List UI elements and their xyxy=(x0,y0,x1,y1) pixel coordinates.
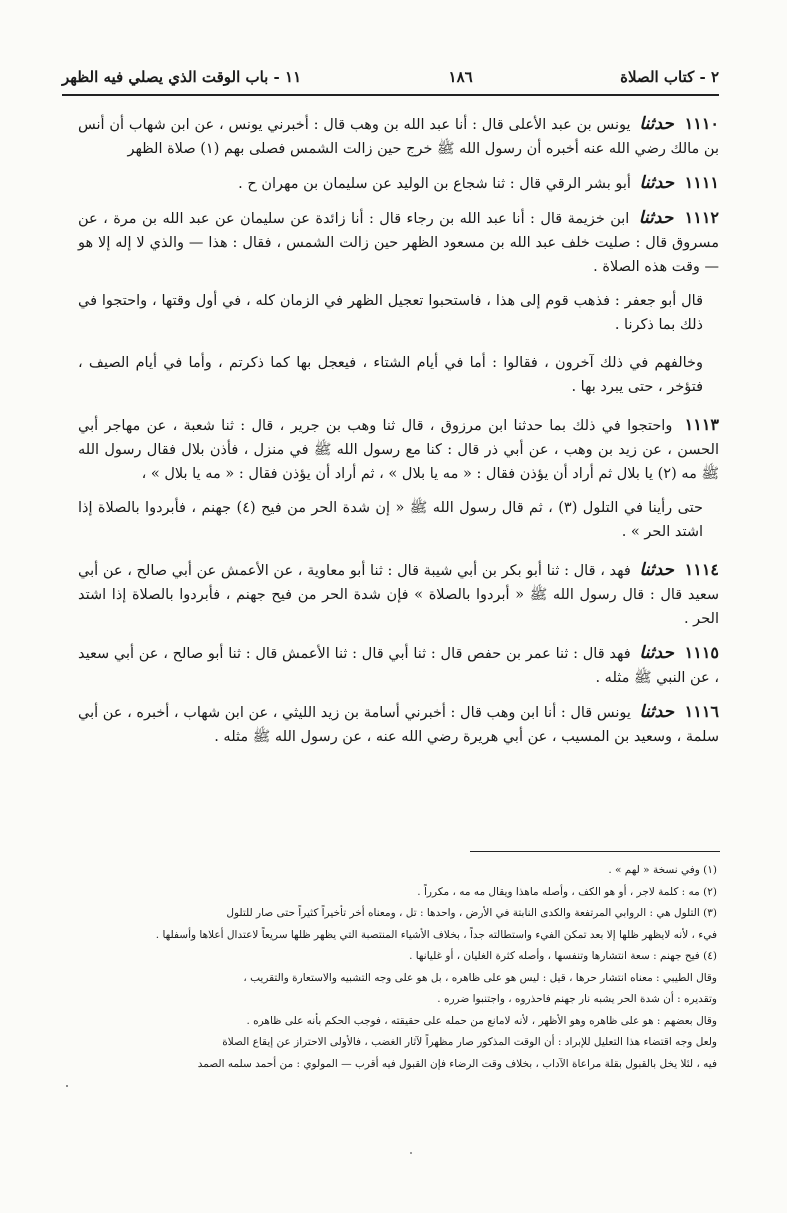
header-rule xyxy=(62,94,719,96)
hadith-number: ١١١١ xyxy=(684,173,719,192)
hadith-number: ١١١٠ xyxy=(684,114,720,133)
footnote-line: وتقديره : أن شدة الحر يشبه نار جهنم فاحذروه ، واجتنبوا ضرره . xyxy=(437,993,717,1005)
haddathana-keyword: حدثنا xyxy=(639,173,675,193)
hadith-1114 xyxy=(78,558,719,631)
commentary-paragraph: حتى رأينا في التلول (٣) ، ثم قال رسول الله ﷺ « إن شدة الحر من فيح (٤) جهنم ، فأبردوا بالصلاة إذا اشتد الحر » . xyxy=(78,500,704,540)
haddathana-keyword: حدثنا xyxy=(639,702,675,722)
footnote-line: (٢) مه : كلمة لاجر ، أو هو الكف ، وأصله ماهذا ويقال مه مه ، مكرراً . xyxy=(417,885,717,898)
scan-speck xyxy=(410,1152,412,1154)
hadith-number: ١١١٦ xyxy=(684,702,720,721)
scan-speck xyxy=(66,1085,68,1087)
footnote-separator xyxy=(470,851,720,852)
footnote-line: (٤) فيح جهنم : سعة انتشارها وتنفسها ، وأصله كثرة الغليان ، أو غليانها . xyxy=(409,950,717,962)
running-header xyxy=(62,62,719,92)
footnote-line: (١) وفي نسخة « لهم » . xyxy=(608,864,717,876)
hadith-text: واحتجوا في ذلك بما حدثنا ابن مرزوق ، قال ثنا وهب بن جرير ، قال : ثنا شعبة ، عن مهاجر أبي الحسن ، عن زيد بن وهب ، عن أبي ذر قال : كنا مع رسول الله ﷺ في منزل ، فأذن بلال فقال رسول الله ﷺ مه (٢) يا بلال ثم أراد أن يؤذن فقال : « مه يا بلال » ، ثم أراد أن يؤذن فقال : « مه يا بلال » ، xyxy=(78,418,719,482)
hadith-1111 xyxy=(78,171,719,196)
haddathana-keyword: حدثنا xyxy=(639,643,674,663)
header-page-number: ١٨٦ xyxy=(448,68,473,86)
footnote-line: ولعل وجه اقتضاء هذا التعليل للإبراد : أن الوقت المذكور صار مظهراً لآثار الغضب ، فالأولى الاحتراز عن إيقاع الصلاة xyxy=(222,1036,717,1048)
header-book-title: ٢ - كتاب الصلاة xyxy=(620,68,719,86)
hadith-1110 xyxy=(78,112,719,161)
footnote-line: وقال الطيبي : معناه انتشار حرها ، قيل : ليس هو على ظاهره ، بل هو على وجه التشبيه والاستعارة والتقريب ، xyxy=(243,971,717,984)
hadith-number: ١١١٥ xyxy=(684,643,719,662)
hadith-1113 xyxy=(78,413,719,486)
footnotes xyxy=(88,860,717,1075)
hadith-text: فهد ، قال : ثنا أبو بكر بن أبي شيبة قال : ثنا أبو معاوية ، عن الأعمش عن أبي صالح ، عن أبي سعيد قال : قال رسول الله ﷺ « أبردوا بالصلاة » فإن شدة الحر من فيح جهنم ، فأبردوا بالصلاة إذا اشتد الحر . xyxy=(78,563,719,627)
haddathana-keyword: حدثنا xyxy=(638,208,674,228)
hadith-1115 xyxy=(78,641,719,690)
haddathana-keyword: حدثنا xyxy=(639,560,674,580)
footnote-line: وقال بعضهم : هو على ظاهره وهو الأظهر ، لأنه لامانع من حمله على حقيقته ، فوجب الحكم بأنه على ظاهره . xyxy=(246,1014,717,1027)
main-text xyxy=(78,112,719,759)
hadith-1116 xyxy=(78,700,719,749)
hadith-1112 xyxy=(78,206,719,279)
hadith-number: ١١١٣ xyxy=(684,415,720,434)
hadith-text: يونس بن عبد الأعلى قال : أنا عبد الله بن وهب قال : أخبرني يونس ، عن ابن شهاب أن أنس بن مالك رضي الله عنه أخبره أن رسول الله ﷺ خرج حين زالت الشمس فصلى بهم (١) صلاة الظهر xyxy=(78,117,719,157)
hadith-text: يونس قال : أنا ابن وهب قال : أخبرني أسامة بن زيد الليثي ، عن ابن شهاب ، أخبره ، عن أبي سلمة ، وسعيد بن المسيب ، عن أبي هريرة رضي الله عنه ، عن رسول الله ﷺ مثله . xyxy=(78,705,719,745)
commentary-paragraph: قال أبو جعفر : فذهب قوم إلى هذا ، فاستحبوا تعجيل الظهر في الزمان كله ، في أول وقتها ، واحتجوا في ذلك بما ذكرنا . xyxy=(78,293,703,333)
hadith-number: ١١١٢ xyxy=(684,208,720,227)
hadith-text: ابن خزيمة قال : أنا عبد الله بن رجاء قال : أنا زائدة عن سليمان عن عبد الله بن مرة ، عن مسروق قال : صليت خلف عبد الله بن مسعود الظهر حين زالت الشمس ، فقال : هذا — والذي لا إله إلا هو — وقت هذه الصلاة . xyxy=(78,211,719,275)
footnote-line: (٣) التلول هي : الروابي المرتفعة والكدى النابتة في الأرض ، واحدها : تل ، ومعناه أخر تأخيراً كثيراً حتى صار للتلول xyxy=(226,907,717,919)
hadith-text: أبو بشر الرقي قال : ثنا شجاع بن الوليد عن سليمان بن مهران ح . xyxy=(238,176,631,192)
footnote-line: فيء ، لأنه لايظهر ظلها إلا بعد تمكن الفيء واستطالته جداً ، بخلاف الأشياء المنتصبة التي يظهر ظلها سريعاً لاعتدال أعلاها وأسفلها . xyxy=(155,928,717,941)
header-chapter-title: ١١ - باب الوقت الذي يصلي فيه الظهر xyxy=(62,68,302,86)
hadith-number: ١١١٤ xyxy=(684,560,720,579)
haddathana-keyword: حدثنا xyxy=(639,114,674,134)
commentary-paragraph: وخالفهم في ذلك آخرون ، فقالوا : أما في أيام الشتاء ، فيعجل بها كما ذكرتم ، وأما في أيام الصيف ، فتؤخر ، حتى يبرد بها . xyxy=(78,355,703,395)
footnote-line: فيه ، لئلا يخل بالقبول بقلة مراعاة الآداب ، بخلاف وقت الرضاء فإن القبول فيه أقرب — المولوي : من أحمد سلمه الصمد xyxy=(197,1057,717,1070)
hadith-text: فهد قال : ثنا عمر بن حفص قال : ثنا أبي قال : ثنا الأعمش قال : ثنا أبو صالح ، عن أبي سعيد ، عن النبي ﷺ مثله . xyxy=(78,646,719,686)
